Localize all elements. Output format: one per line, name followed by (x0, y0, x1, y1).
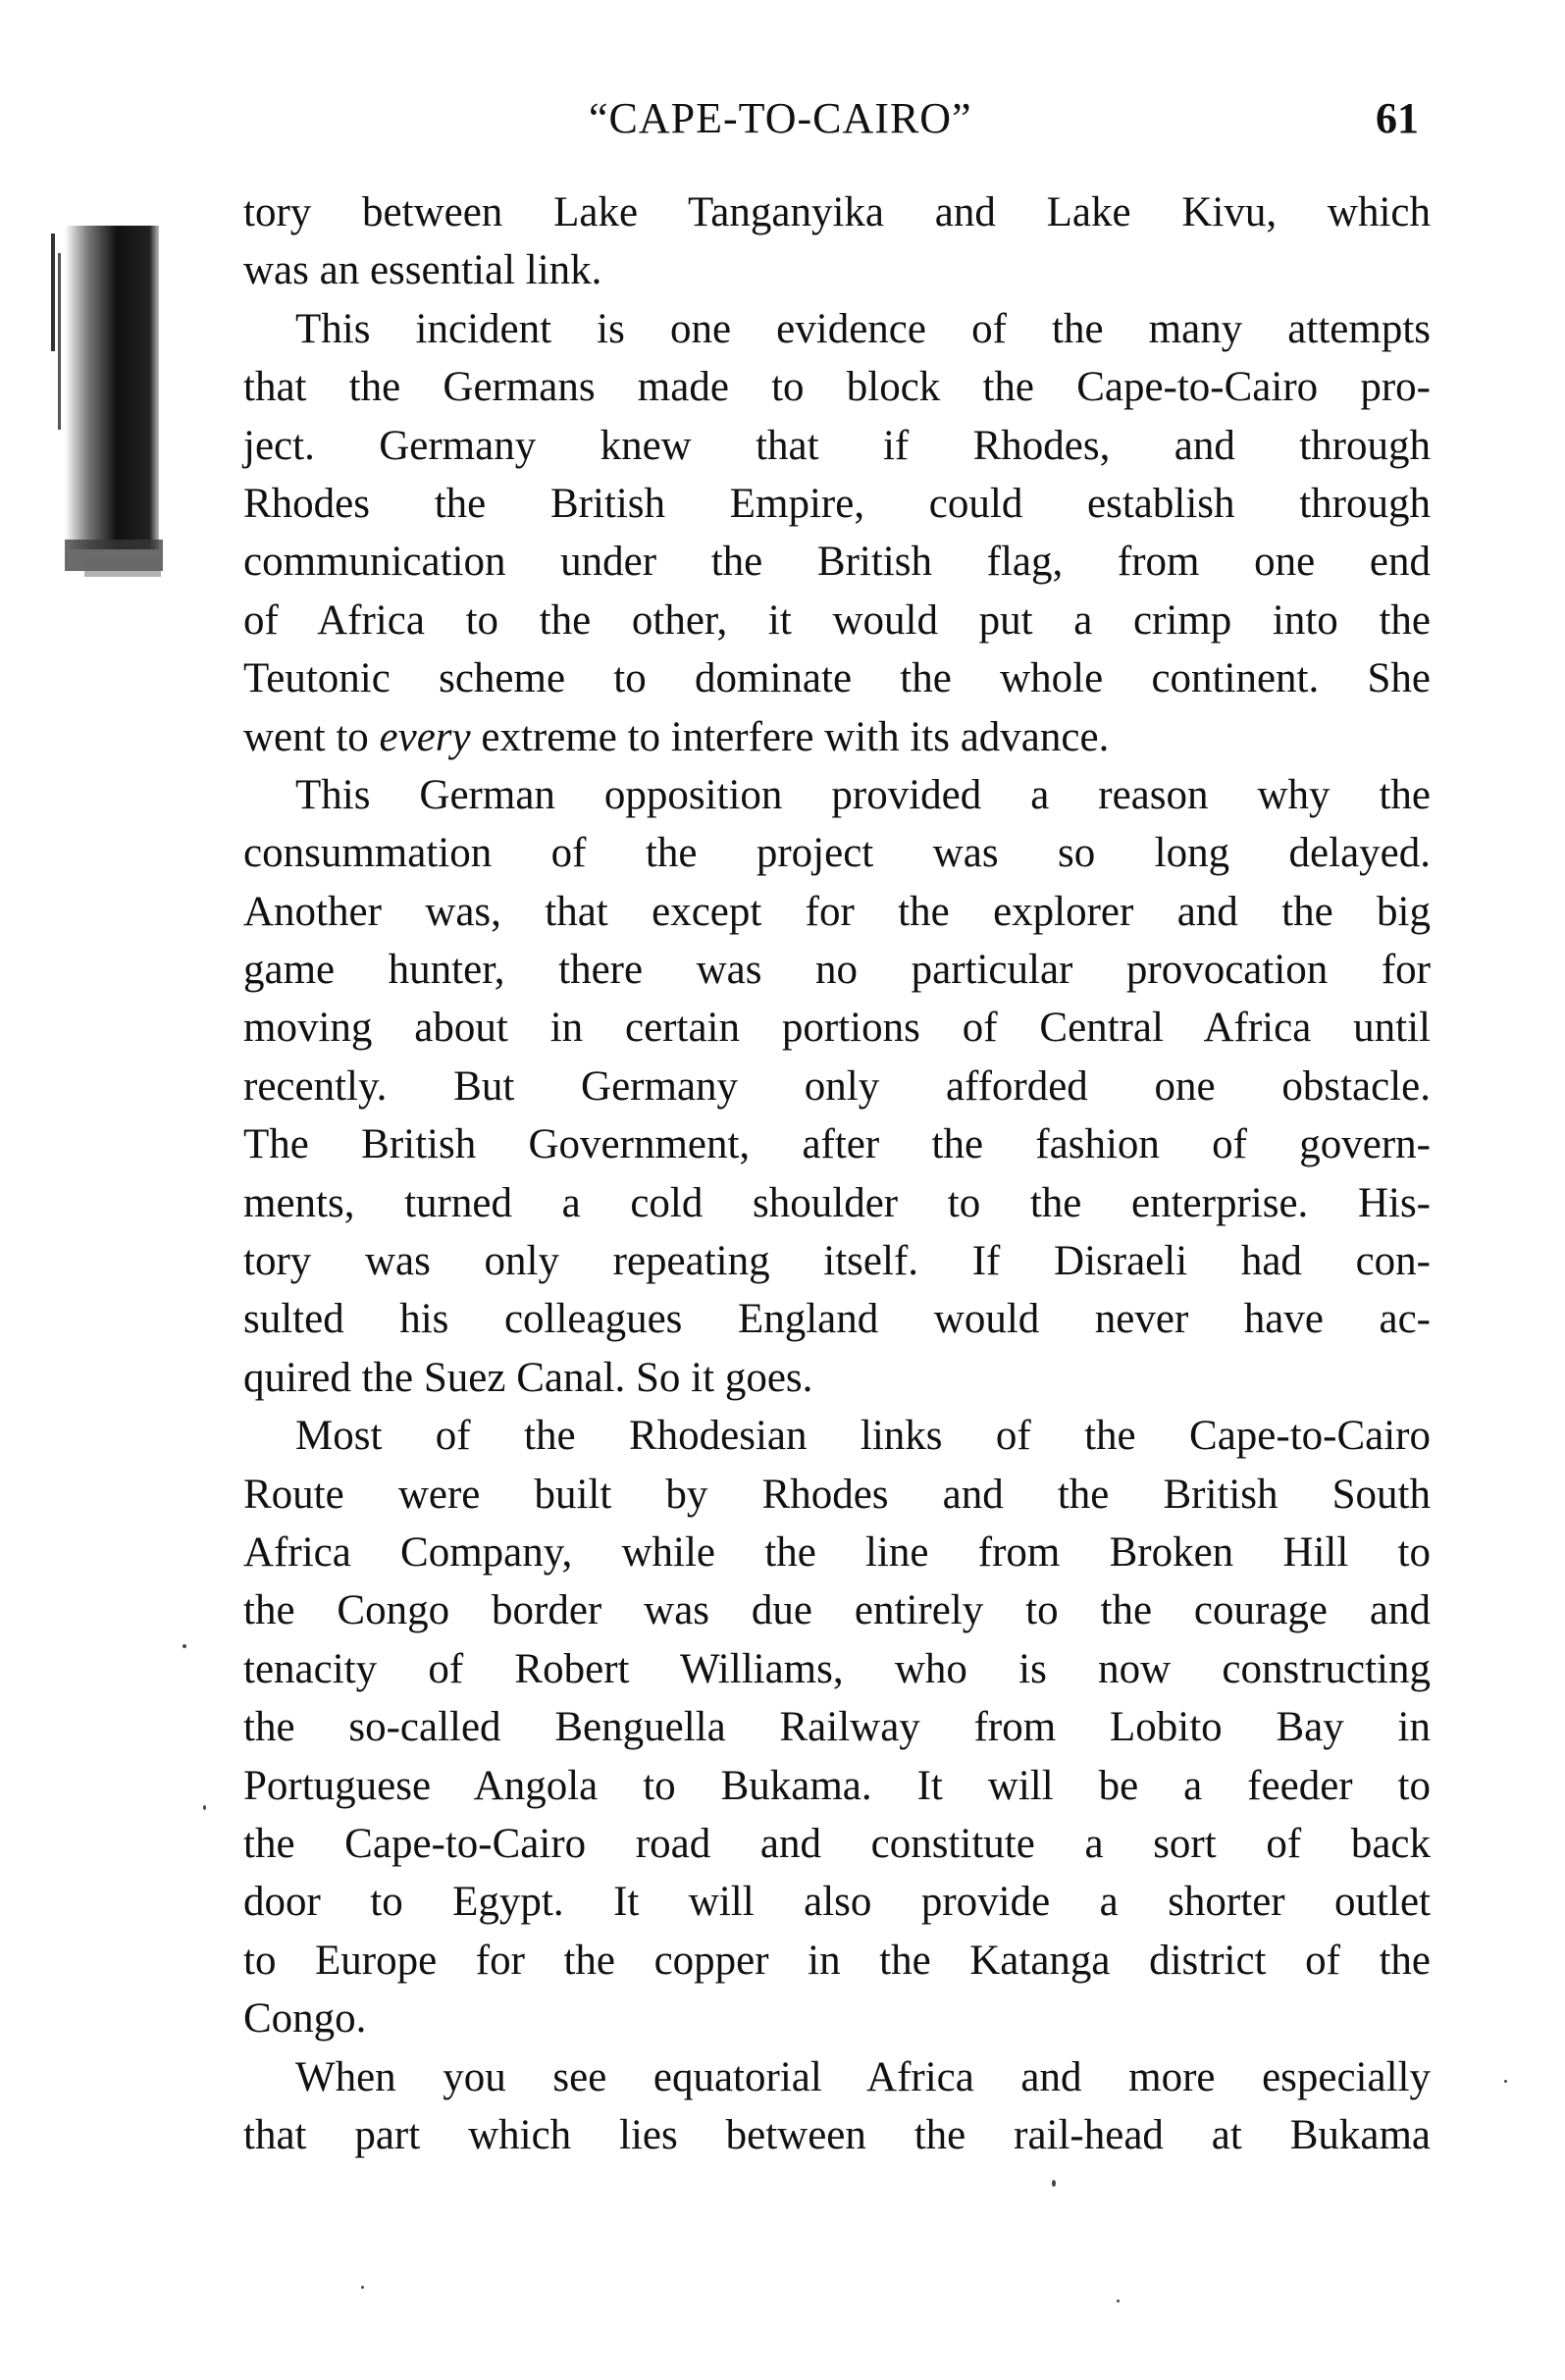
text-line: Congo. (243, 1995, 367, 2043)
text-line: tenacity of Robert Williams, who is now constructing (243, 1645, 1431, 1692)
text-line: the Congo border was due entirely to the courage and (243, 1587, 1431, 1634)
text-line: quired the Suez Canal. So it goes. (243, 1354, 813, 1401)
text-line: ments, turned a cold shoulder to the enterprise. His- (243, 1179, 1431, 1226)
text-line: This German opposition provided a reason why the (295, 771, 1431, 818)
text-line: to Europe for the copper in the Katanga district of the (243, 1937, 1431, 1984)
text-line: Africa Company, while the line from Broken Hill to (243, 1528, 1431, 1576)
ink-speck (183, 1644, 186, 1648)
text-segment: extreme to interfere with its advance. (470, 713, 1110, 760)
text-line: ject. Germany knew that if Rhodes, and through (243, 422, 1431, 469)
text-line: The British Government, after the fashion of govern- (243, 1121, 1431, 1168)
text-line: moving about in certain portions of Central Africa until (243, 1005, 1431, 1052)
text-line: the Cape-to-Cairo road and constitute a sort of back (243, 1820, 1431, 1867)
text-line: recently. But Germany only afforded one obstacle. (243, 1062, 1431, 1110)
ink-speck (1504, 2080, 1507, 2083)
text-line: Portuguese Angola to Bukama. It will be a feeder to (243, 1762, 1431, 1809)
text-line: Rhodes the British Empire, could establish through (243, 480, 1431, 527)
text-line: door to Egypt. It will also provide a shorter outlet (243, 1879, 1431, 1926)
ink-speck (1052, 2180, 1056, 2187)
text-line: communication under the British flag, from one end (243, 539, 1431, 586)
text-line: that the Germans made to block the Cape-to-Cairo pro- (243, 364, 1431, 411)
text-line: that part which lies between the rail-head at Bukama (243, 2111, 1431, 2158)
italic-word: every (379, 713, 471, 760)
text-line: of Africa to the other, it would put a crimp into the (243, 596, 1431, 644)
text-line (243, 708, 1431, 766)
text-line: Most of the Rhodesian links of the Cape-to-Cairo (295, 1413, 1431, 1460)
ink-speck (361, 2286, 364, 2289)
text-line: game hunter, there was no particular provocation for (243, 947, 1431, 994)
text-line: consummation of the project was so long delayed. (243, 830, 1431, 877)
text-line: Teutonic scheme to dominate the whole continent. She (243, 655, 1431, 702)
ink-speck (1117, 2300, 1120, 2302)
text-line: tory was only repeating itself. If Disraeli had con- (243, 1238, 1431, 1285)
text-line: the so-called Benguella Railway from Lobito Bay in (243, 1704, 1431, 1751)
text-line: This incident is one evidence of the many attempts (295, 305, 1431, 352)
ink-speck (203, 1805, 206, 1810)
text-line: When you see equatorial Africa and more especially (295, 2053, 1431, 2100)
text-line: sulted his colleagues England would never have ac- (243, 1296, 1431, 1343)
text-segment: went to (243, 713, 380, 760)
text-line: tory between Lake Tanganyika and Lake Kivu, which (243, 189, 1431, 235)
text-line: Route were built by Rhodes and the British South (243, 1471, 1431, 1518)
body-text (243, 183, 1431, 2164)
page-number: 61 (1376, 94, 1419, 142)
binding-shadow-mark (51, 214, 165, 579)
text-line: was an essential link. (243, 247, 602, 294)
text-line: Another was, that except for the explorer and the big (243, 888, 1431, 935)
running-title: “CAPE-TO-CAIRO” (589, 94, 972, 142)
